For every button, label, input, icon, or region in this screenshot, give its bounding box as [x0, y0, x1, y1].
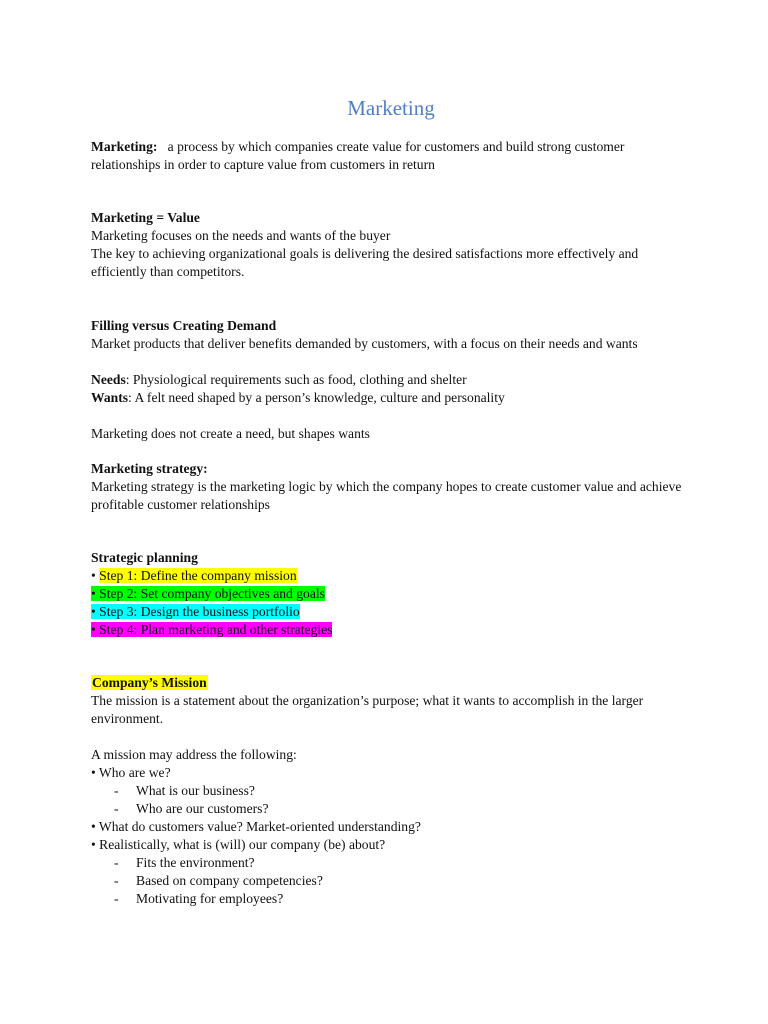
demand-closing: Marketing does not create a need, but shapes wants	[91, 426, 370, 441]
bullet-icon: •	[91, 765, 96, 780]
definition-term: Marketing:	[91, 139, 158, 154]
mission-subitem	[91, 800, 691, 818]
mission-heading-text: Company’s Mission	[92, 675, 207, 690]
mission-subitem-text: Motivating for employees?	[136, 891, 284, 906]
mission-item-text: Realistically, what is (will) our company (be) about?	[99, 837, 386, 852]
mission-item-text: Who are we?	[98, 765, 171, 780]
planning-heading: Strategic planning	[91, 550, 198, 565]
value-heading: Marketing = Value	[91, 210, 200, 225]
mission-subitem-text: Who are our customers?	[136, 801, 269, 816]
mission-text: The mission is a statement about the organization’s purpose; what it wants to accomplish in the larger environment.	[91, 693, 644, 726]
bullet-icon: •	[91, 568, 96, 583]
planning-step-text: Step 3: Design the business portfolio	[99, 604, 300, 619]
wants-text: : A felt need shaped by a person’s knowledge, culture and personality	[128, 390, 505, 405]
mission-subitem	[91, 890, 691, 908]
needs-text: : Physiological requirements such as food, clothing and shelter	[125, 372, 467, 387]
mission-intro: A mission may address the following:	[91, 747, 297, 762]
value-line-2: The key to achieving organizational goals is delivering the desired satisfactions more effectively and efficiently than competitors.	[91, 246, 639, 279]
mission-subitem	[91, 872, 691, 890]
dash-icon: -	[114, 891, 119, 906]
value-line-1: Marketing focuses on the needs and wants of the buyer	[91, 228, 391, 243]
dash-icon: -	[114, 783, 119, 798]
wants-line	[91, 389, 691, 407]
strategy-heading: Marketing strategy:	[91, 461, 208, 476]
planning-step-highlight	[99, 568, 296, 583]
mission-item-text: What do customers value? Market-oriented understanding?	[98, 819, 421, 834]
planning-step-highlight	[91, 586, 325, 601]
strategy-text: Marketing strategy is the marketing logic by which the company hopes to create customer value and achieve profitable customer relationships	[91, 479, 682, 512]
mission-subitem	[91, 782, 691, 800]
planning-step-text: Step 2: Set company objectives and goals	[99, 586, 325, 601]
planning-step	[91, 603, 691, 621]
mission-subitem-text: Fits the environment?	[136, 855, 255, 870]
bullet-icon: •	[91, 622, 96, 637]
mission-item	[91, 818, 691, 836]
dash-icon: -	[114, 801, 119, 816]
needs-term: Needs	[91, 372, 126, 387]
planning-step	[91, 585, 691, 603]
demand-text: Market products that deliver benefits demanded by customers, with a focus on their needs and wants	[91, 336, 638, 351]
planning-step-text: Step 4: Plan marketing and other strategies	[99, 622, 333, 637]
mission-subitem-text: What is our business?	[136, 783, 255, 798]
planning-step	[91, 621, 691, 639]
planning-step	[91, 567, 691, 585]
mission-item	[91, 764, 691, 782]
mission-subitem-text: Based on company competencies?	[136, 873, 323, 888]
planning-step-highlight	[91, 622, 332, 637]
wants-term: Wants	[91, 390, 129, 405]
planning-step-highlight	[91, 604, 300, 619]
mission-item	[91, 836, 691, 854]
bullet-icon: •	[91, 819, 96, 834]
bullet-icon: •	[91, 586, 96, 601]
definition-text: a process by which companies create value for customers and build strong customer relationships in order to capture value from customers in return	[91, 139, 625, 172]
document-page	[91, 94, 691, 908]
bullet-icon: •	[91, 604, 96, 619]
bullet-icon: •	[91, 837, 96, 852]
needs-line	[91, 371, 691, 389]
definition-paragraph	[91, 138, 691, 174]
page-title: Marketing	[347, 96, 435, 120]
mission-heading	[91, 674, 691, 692]
dash-icon: -	[114, 855, 119, 870]
demand-heading: Filling versus Creating Demand	[91, 318, 277, 333]
mission-items-list	[91, 764, 691, 908]
dash-icon: -	[114, 873, 119, 888]
planning-steps-list	[91, 567, 691, 639]
planning-step-text: Step 1: Define the company mission	[99, 568, 297, 583]
mission-subitem	[91, 854, 691, 872]
